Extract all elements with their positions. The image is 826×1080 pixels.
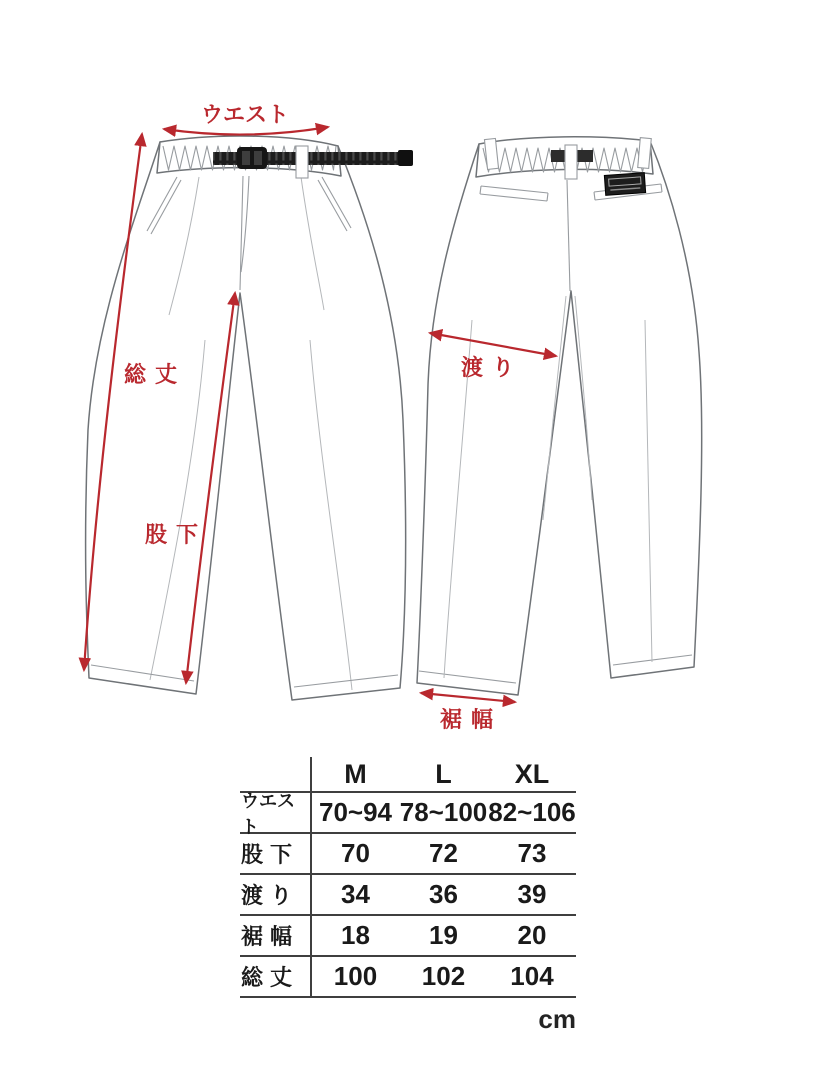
back-view-drawing [417, 137, 702, 695]
size-table [240, 757, 576, 998]
waist-arrow [164, 127, 328, 135]
size-value: 78~100 [399, 793, 488, 834]
front-belt-loop [296, 146, 308, 178]
size-value: 70~94 [310, 793, 399, 834]
measurement-label: 裾幅 [240, 916, 310, 957]
measurement-label: 渡り [240, 875, 310, 916]
table-row-waist [240, 790, 576, 837]
size-column-header-l: L [399, 757, 488, 793]
total-length-label: 総丈 [123, 362, 187, 387]
size-value: 39 [488, 875, 576, 916]
size-value: 73 [488, 834, 576, 875]
unit-label: cm [538, 1004, 576, 1034]
table-row-hem-width [240, 916, 576, 957]
size-value: 36 [399, 875, 488, 916]
table-row-total-length [240, 957, 576, 998]
size-value: 82~106 [488, 793, 576, 834]
size-value: 18 [310, 916, 399, 957]
measurement-label: 総丈 [240, 957, 310, 998]
belt-buckle [237, 147, 267, 169]
table-row-thigh [240, 875, 576, 916]
size-value: 19 [399, 916, 488, 957]
waist-label: ウエスト [200, 102, 290, 127]
table-row-inseam [240, 834, 576, 875]
front-view-drawing [86, 136, 413, 700]
size-value: 72 [399, 834, 488, 875]
size-value: 104 [488, 957, 576, 998]
brand-label-patch [604, 173, 645, 196]
hem-width-arrow [421, 693, 515, 702]
size-value: 102 [399, 957, 488, 998]
size-column-header-xl: XL [488, 757, 576, 793]
size-value: 70 [310, 834, 399, 875]
size-value: 100 [310, 957, 399, 998]
inseam-label: 股下 [144, 522, 208, 547]
size-value: 34 [310, 875, 399, 916]
hem-width-label: 裾幅 [439, 707, 503, 732]
measurement-label: 股下 [240, 834, 310, 875]
belt-tip [398, 150, 413, 166]
size-column-header-m: M [310, 757, 399, 793]
measurement-label: ウエスト [240, 793, 310, 834]
back-silhouette [417, 141, 702, 695]
size-value: 20 [488, 916, 576, 957]
thigh-label: 渡り [460, 355, 524, 380]
